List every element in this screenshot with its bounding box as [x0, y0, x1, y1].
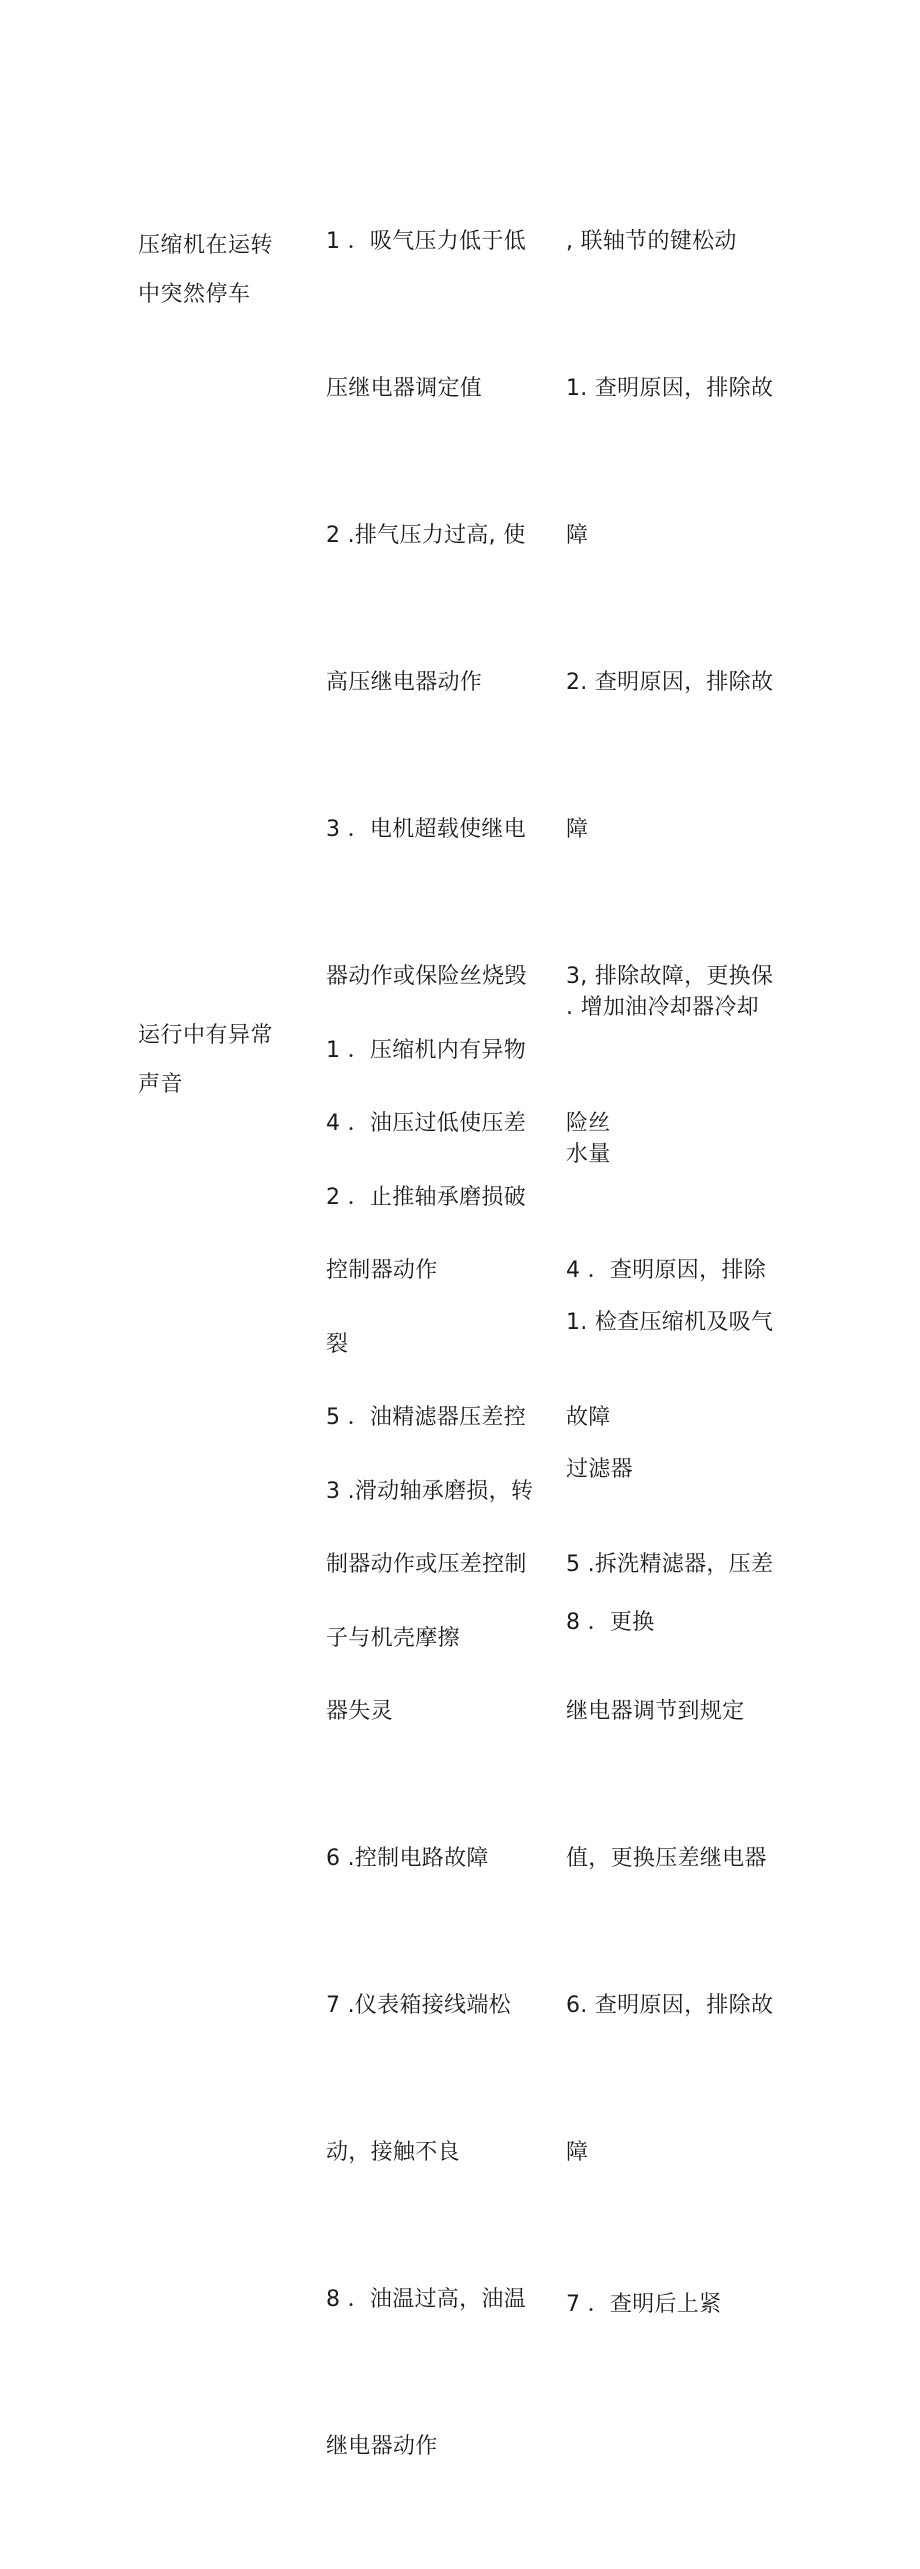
remedy-line: , 联轴节的键松动: [566, 229, 737, 254]
cause-line: 压继电器调定值: [326, 376, 483, 401]
cause-line: 2 ．止推轴承磨损破: [326, 1185, 526, 1210]
remedy-column-abnormal-noise: [566, 885, 796, 1745]
remedy-line: 继电器调节到规定: [566, 1699, 745, 1724]
fault-text-line: 中突然停车: [138, 282, 251, 307]
remedy-line: 障: [566, 2140, 589, 2165]
remedy-line: 过滤器: [566, 1457, 633, 1482]
cause-line: 控制器动作: [326, 1258, 438, 1283]
cause-line: 8 ．油温过高，油温: [326, 2287, 526, 2312]
remedy-line: 3, 排除故障，更换保: [566, 964, 774, 989]
cause-line: 3 ．电机超载使继电: [326, 817, 526, 842]
cause-line: 裂: [326, 1332, 349, 1357]
cause-line: 器失灵: [326, 1699, 393, 1724]
cause-line: 1 ．吸气压力低于低: [326, 229, 526, 254]
remedy-line: 水量: [566, 1142, 611, 1167]
remedy-line: 2. 查明原因，排除故: [566, 670, 774, 695]
fault-text-line: 压缩机在运转: [138, 233, 274, 258]
remedy-line: 故障: [566, 1405, 611, 1430]
remedy-line: 障: [566, 523, 589, 548]
fault-text-line: 运行中有异常: [138, 1023, 274, 1048]
remedy-line: 4 ．查明原因，排除: [566, 1258, 766, 1283]
cause-column-abnormal-noise: [326, 928, 556, 1761]
cause-line: 5 ．油精滤器压差控: [326, 1405, 526, 1430]
remedy-line: 1. 检查压缩机及吸气: [566, 1310, 774, 1335]
fault-cell-abnormal-noise: [138, 1011, 308, 1109]
fault-cell-sudden-stop: [138, 221, 308, 319]
cause-line: 继电器动作: [326, 2434, 438, 2459]
cause-line: 器动作或保险丝烧毁: [326, 964, 527, 989]
remedy-line: 5 .拆洗精滤器，压差: [566, 1552, 774, 1577]
remedy-line: . 增加油冷却器冷却: [566, 995, 759, 1020]
cause-line: 2 .排气压力过高, 使: [326, 523, 526, 548]
remedy-line: 险丝: [566, 1111, 611, 1136]
remedy-line: 1. 查明原因，排除故: [566, 376, 774, 401]
remedy-line: 障: [566, 817, 589, 842]
cause-line: 6 .控制电路故障: [326, 1846, 489, 1871]
cause-line: 子与机壳摩擦: [326, 1626, 460, 1651]
remedy-line: 6. 查明原因，排除故: [566, 1993, 774, 2018]
cause-line: 高压继电器动作: [326, 670, 483, 695]
cause-line: 动，接触不良: [326, 2140, 460, 2165]
cause-line: 1 ．压缩机内有异物: [326, 1038, 526, 1063]
remedy-line: 7 ．查明后上紧: [566, 2292, 722, 2317]
remedy-line: 值，更换压差继电器: [566, 1846, 767, 1871]
fault-text-line: 声音: [138, 1072, 184, 1097]
cause-line: 7 .仪表箱接线端松: [326, 1993, 511, 2018]
cause-line: 3 .滑动轴承磨损，转: [326, 1479, 534, 1504]
cause-line: 制器动作或压差控制: [326, 1552, 527, 1577]
cause-line: 4 ．油压过低使压差: [326, 1111, 526, 1136]
remedy-line: 8 ．更换: [566, 1610, 655, 1635]
